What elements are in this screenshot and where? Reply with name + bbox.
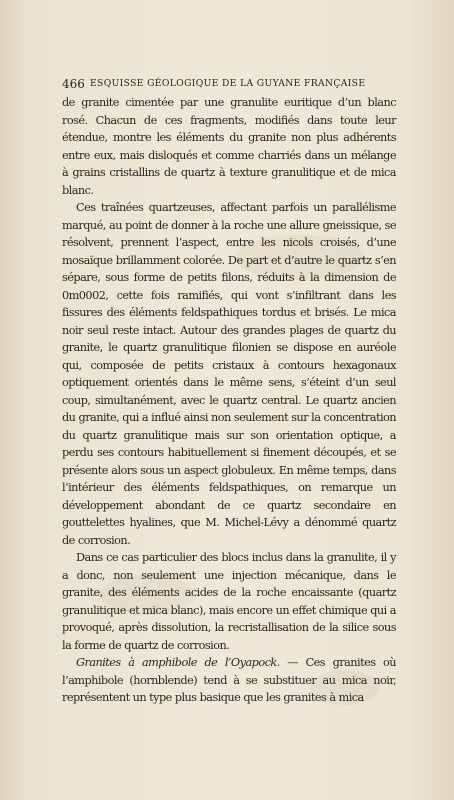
paragraph-1: de granite cimentée par une granulite euritique d’un blanc rosé. Chacun de ces fragments, modifiés dans toute leur étendue, montre les éléments du granite non plus adhérents entre eux, mais disloqués et comme charriés dans un mélange à grains cristallins de quartz à texture granulitique et de mica blanc.	[62, 96, 396, 197]
body-text	[62, 94, 396, 707]
paragraph-2: Ces traînées quartzeuses, affectant parfois un parallélisme marqué, au point de donner à la roche une allure gneissique, se résolvent, prennent l’aspect, entre les nicols croisés, d’une mosaïque brillamment colorée. De part et d’autre le quartz s’en sépare, sous forme de petits filons, réduits à la dimension de 0m0002, cette fois ramifiés, qui vont s’infiltrant dans les fissures des éléments feldspathiques tordus et brisés. Le mica noir seul reste intact. Autour des grandes plages de quartz du granite, le quartz granulitique filonien se dispose en auréole qui, composée de petits cristaux à contours hexagonaux optiquement orientés dans le même sens, s’éteint d’un seul coup, simultanément, avec le quartz central. Le quartz ancien du granite, qui a influé ainsi non seulement sur la concentration du quartz granulitique mais sur son orientation optique, a perdu ses contours habituellement si finement découpés, et se présente alors sous un aspect globuleux. En même temps, dans l’intérieur des éléments feldspathiques, on remarque un développement abondant de ce quartz secondaire en gouttelettes hyalines, que M. Michel-Lévy a dénommé quartz de corrosion.	[62, 201, 396, 547]
section-heading-inline: Granites à amphibole de l’Oyapock.	[76, 656, 280, 669]
page-number: 466	[62, 77, 85, 91]
running-title: ESQUISSE GÉOLOGIQUE DE LA GUYANE FRANÇAISE	[90, 78, 366, 89]
page-header	[62, 77, 396, 91]
paragraph-4	[62, 654, 396, 707]
paragraph-4-text: — Ces granites où l’amphibole (hornblende) tend à se substituer au mica noir, représentent un type plus basique que les granites à mica	[62, 656, 397, 704]
paragraph-3: Dans ce cas particulier des blocs inclus dans la granulite, il y a donc, non seulement une injection mécanique, dans le granite, des éléments acides de la roche encaissante (quartz granulitique et mica blanc), mais encore un effet chimique qui a provoqué, après dissolution, la recristallisation de la silice sous la forme de quartz de corrosion.	[62, 551, 396, 652]
